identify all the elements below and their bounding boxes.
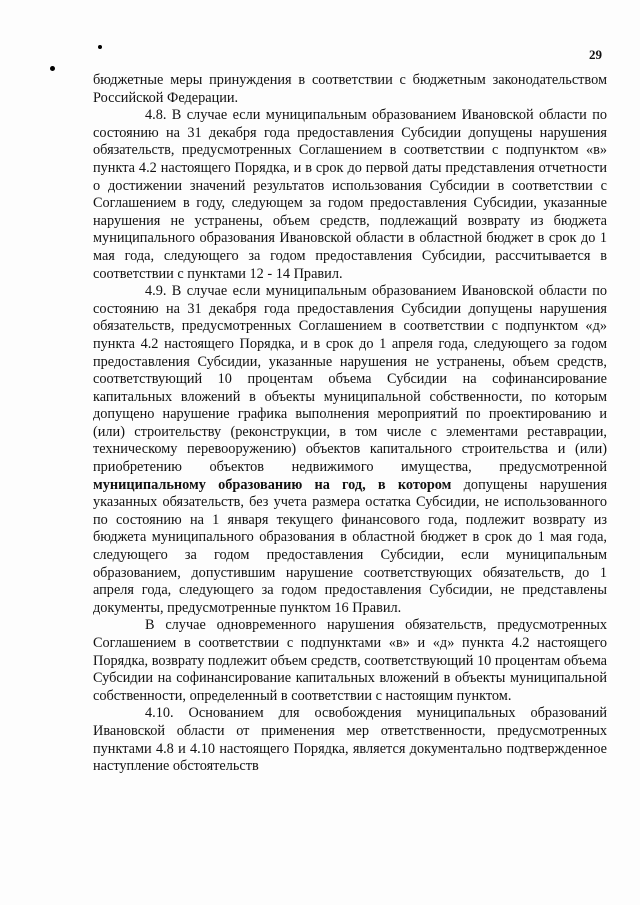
scan-speck — [98, 45, 102, 49]
paragraph-continuation: бюджетные меры принуждения в соответствии с бюджетным законодательством Российской Федерации. — [93, 72, 607, 106]
paragraph-4-9-continuation: допущены нарушения указанных обязательств, без учета размера остатка Субсидии, не использованного по состоянию на 1 января текущего финансового года, подлежит возврату из бюджета муниципального образования в областной бюджет в срок до 1 мая года, следующего за годом предоставления Субсидии, если муниципальным образованием, допустившим нарушение соответствующих обязательств, до 1 апреля года, следующего за годом предоставления Субсидии, не представлены документы, предусмотренные пунктом 16 Правил. — [93, 476, 608, 616]
page-number: 29 — [589, 47, 602, 62]
document-body — [93, 72, 607, 776]
paragraph-simultaneous-violation: В случае одновременного нарушения обязательств, предусмотренных Соглашением в соответствии с подпунктами «в» и «д» пункта 4.2 настоящего Порядка, возврату подлежит объем средств, соответствующий 10 процентам объема Субсидии на софинансирование капитальных вложений в объекты муниципальной собственности, определенный в соответствии с настоящим пунктом. — [93, 617, 607, 704]
scan-speck — [50, 66, 55, 71]
paragraph-4-9-text: 4.9. В случае если муниципальным образованием Ивановской области по состоянию на 31 декабря года предоставления Субсидии допущены нарушения обязательств, предусмотренных Соглашением в соответствии с подпунктом «д» пункта 4.2 настоящего Порядка, и в срок до 1 апреля года, следующего за годом предоставления Субсидии, указанные нарушения не устранены, объем средств, соответствующий 10 процентам объема Субсидии на софинансирование капитальных вложений в объекты муниципальной собственности, по которым допущено нарушение графика выполнения мероприятий по проектированию и (или) строительству (реконструкции, в том числе с элементами реставрации, техническому перевооружению) объектов капитального строительства и (или) приобретению объектов недвижимого имущества, предусмотренной — [93, 283, 607, 476]
paragraph-4-8: 4.8. В случае если муниципальным образованием Ивановской области по состоянию на 31 декабря года предоставления Субсидии допущены нарушения обязательств, предусмотренных Соглашением в соответствии с подпунктом «в» пункта 4.2 настоящего Порядка, и в срок до первой даты представления отчетности о достижении значений результатов использования Субсидии в соответствии с Соглашением в году, следующем за годом предоставления Субсидии, указанные нарушения не устранены, объем средств, подлежащий возврату из бюджета муниципального образования Ивановской области в областной бюджет в срок до 1 мая года, следующего за годом предоставления Субсидии, рассчитывается в соответствии с пунктами 12 - 14 Правил. — [93, 107, 607, 282]
paragraph-4-10: 4.10. Основанием для освобождения муниципальных образований Ивановской области от применения мер ответственности, предусмотренных пунктами 4.8 и 4.10 настоящего Порядка, является документально подтвержденное наступление обстоятельств — [93, 705, 607, 775]
paragraph-4-9 — [93, 283, 607, 617]
paragraph-4-9-bold-fragment: муниципальному образованию на год, в котором — [93, 476, 452, 493]
